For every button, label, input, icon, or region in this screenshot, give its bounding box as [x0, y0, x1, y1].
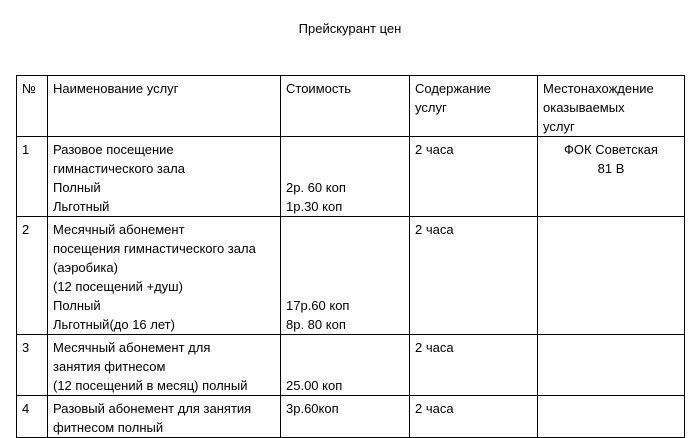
row-content: 2 часа [410, 335, 538, 396]
header-name: Наименование услуг [48, 76, 281, 137]
header-num: № [17, 76, 48, 137]
header-cost: Стоимость [281, 76, 410, 137]
row-cost: 17р.60 коп 8р. 80 коп [281, 217, 410, 335]
row-content: 2 часа [410, 137, 538, 217]
header-place: Местонахождение оказываемых услуг [538, 76, 685, 137]
header-content: Содержание услуг [410, 76, 538, 137]
table-row [17, 335, 685, 396]
row-cost: 25.00 коп [281, 335, 410, 396]
row-num: 1 [17, 137, 48, 217]
page-title: Прейскурант цен [298, 21, 402, 36]
row-name: Месячный абонемент посещения гимнастического зала (аэробика) (12 посещений +душ) Полный Льготный(до 16 лет) [48, 217, 281, 335]
row-cost: 3р.60коп [281, 396, 410, 438]
row-name: Месячный абонемент для занятия фитнесом (12 посещений в месяц) полный [48, 335, 281, 396]
row-content: 2 часа [410, 396, 538, 438]
row-name: Разовое посещение гимнастического зала Полный Льготный [48, 137, 281, 217]
row-num: 2 [17, 217, 48, 335]
price-table [16, 75, 685, 438]
row-place [538, 217, 685, 335]
row-content: 2 часа [410, 217, 538, 335]
row-name: Разовый абонемент для занятия фитнесом полный [48, 396, 281, 438]
table-row [17, 396, 685, 438]
row-num: 3 [17, 335, 48, 396]
row-num: 4 [17, 396, 48, 438]
table-header-row [17, 76, 685, 137]
row-place [538, 335, 685, 396]
table-row [17, 137, 685, 217]
row-place: ФОК Советская 81 В [538, 137, 685, 217]
table-row [17, 217, 685, 335]
row-place [538, 396, 685, 438]
row-cost: 2р. 60 коп 1р.30 коп [281, 137, 410, 217]
